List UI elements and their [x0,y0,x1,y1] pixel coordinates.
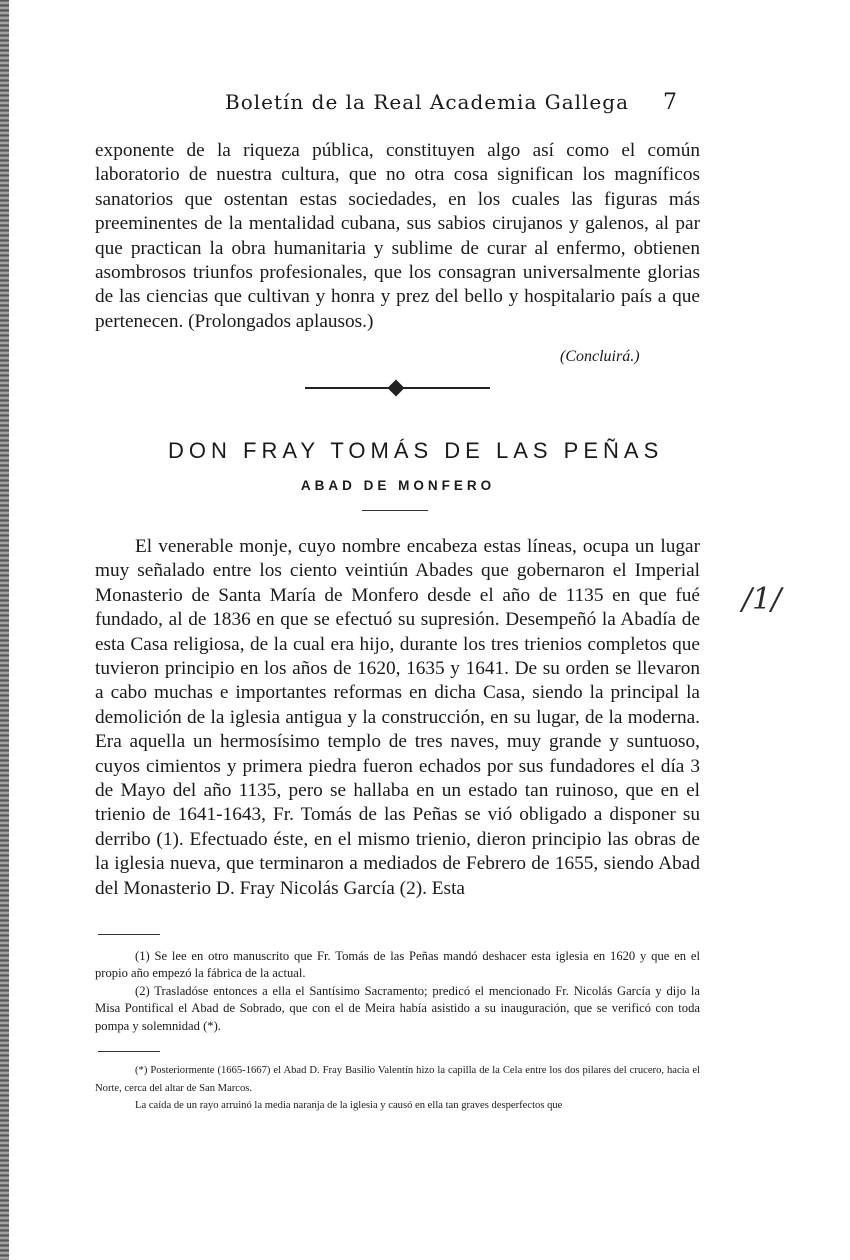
secondary-footnotes-block [95,1062,700,1115]
footnotes-block [95,948,700,1035]
footnote-1: (1) Se lee en otro manuscrito que Fr. Tomás de las Peñas mandó deshacer esta iglesia en 1620 y que en el propio año empezó la fábrica de la actual. [95,949,700,981]
intro-paragraph: exponente de la riqueza pública, constituyen algo así como el común laboratorio de nuestra cultura, que no otra cosa significan los magníficos sanatorios que ostentan estas sociedades, en los cuales las figuras más preeminentes de la mentalidad cubana, sus sabios cirujanos y galenos, al par que practican la obra humanitaria y sublime de curar al enfermo, obtienen asombrosos triunfos profesionales, que los consagran universalmente glorias de las ciencias que cultivan y honra y prez del bello y hospitalario país a que pertenecen. (Prolongados aplausos.) [95,140,700,332]
ornament-diamond [388,380,405,397]
running-header [225,90,685,118]
footnote-star: (*) Posteriormente (1665-1667) el Abad D. Fray Basilio Valentín hizo la capilla de la Cela entre los dos pilares del crucero, hacia el Norte, cerca del altar de San Marcos. [95,1065,700,1094]
footnote-2: (2) Trasladóse entonces a ella el Santísimo Sacramento; predicó el mencionado Fr. Nicolás García y dijo la Misa Pontifical el Abad de Sobrado, que con el de Meira había asistido a su inauguración, que se verificó con toda pompa y solemnidad (*). [95,983,700,1033]
article-subtitle: ABAD DE MONFERO [300,478,496,493]
article-paragraph: El venerable monje, cuyo nombre encabeza estas líneas, ocupa un lugar muy señalado entre los ciento veintiún Abades que gobernaron el Imperial Monasterio de Santa María de Monfero desde el año de 1135 en que fué fundado, al de 1836 en que se efectuó su supresión. Desempeñó la Abadía de esta Casa religiosa, de la cual era hijo, durante los tres trienios completos que tuvieron principio en los años de 1620, 1635 y 1641. De su orden se llevaron a cabo muchas e importantes reformas en dicha Casa, siendo la principal la demolición de la iglesia antigua y la construcción, en su lugar, de la moderna. Era aquella un hermosísimo templo de tres naves, muy grande y suntuoso, cuyos cimientos y primera piedra fueron echados por sus fundadores el día 3 de Mayo del año 1135, pero se hallaba en un estado tan ruinoso, que en el trienio de 1641-1643, Fr. Tomás de las Peñas se vió obligado a disponer su derribo (1). Efectuado éste, en el mismo trienio, dieron principio las obras de la iglesia nueva, que terminaron a mediados de Febrero de 1655, siendo Abad del Monasterio D. Fray Nicolás García (2). Esta [95,536,700,899]
section-divider-ornament [305,381,490,395]
continuation-mark: (Concluirá.) [560,348,640,365]
footnote-rule [98,934,160,935]
footnote-star-continued: La caída de un rayo arruinó la media naranja de la iglesia y causó en ella tan graves desperfectos que [135,1100,563,1112]
article-title: DON FRAY TOMÁS DE LAS PEÑAS [168,438,664,463]
article-body [95,535,700,901]
page-number: 7 [663,90,678,115]
journal-title: Boletín de la Real Academia Gallega [225,90,629,114]
intro-text-block [95,139,700,334]
handwritten-margin-note: /1/ [742,582,782,617]
title-rule [362,510,428,511]
book-spine-edge [0,0,9,1260]
secondary-footnote-rule [98,1051,160,1052]
